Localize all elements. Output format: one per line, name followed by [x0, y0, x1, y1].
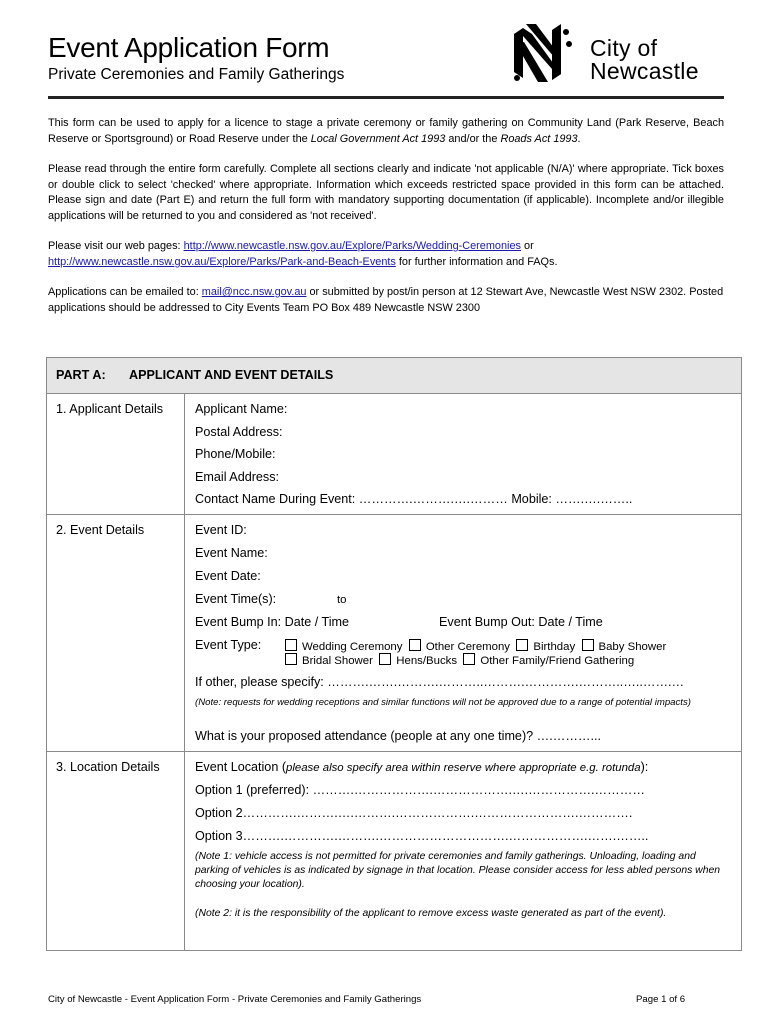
column-divider — [184, 394, 185, 950]
section-event-details: 2. Event Details — [56, 523, 145, 537]
intro-p3-mid: or — [520, 240, 534, 253]
intro-act-1: Local Government Act 1993 — [310, 132, 446, 145]
section-location-details: 3. Location Details — [56, 760, 160, 774]
page-title: Event Application Form — [48, 32, 330, 63]
part-a-form-table — [46, 357, 742, 951]
wedding-ceremony-label: Wedding Ceremony — [302, 641, 403, 653]
intro-paragraph-4 — [48, 285, 724, 316]
intro-p4-end: or submitted by post/in person at 12 Stewart Ave, Newcastle West NSW 2302. Posted applications should be addressed to City Events Team PO Box 489 Newcastle NSW 2300 — [48, 286, 724, 314]
baby-shower-label: Baby Shower — [598, 641, 667, 653]
birthday-label: Birthday — [533, 641, 576, 653]
intro-p1-end: . — [577, 132, 581, 145]
proposed-attendance-field[interactable]: What is your proposed attendance (people at any one time)? ….………... — [195, 729, 602, 743]
event-bump-out-field[interactable]: Event Bump Out: Date / Time — [439, 615, 603, 629]
intro-p1-mid: and/or the — [445, 132, 501, 145]
intro-p1-text: This form can be used to apply for a licence to stage a private ceremony or family gathering on Community Land (Park Reserve, Beach Reserve or Sportsground) or Road Reserve under the — [48, 117, 724, 145]
baby-shower-checkbox[interactable] — [582, 639, 594, 651]
other-family-gathering-checkbox[interactable] — [463, 653, 475, 665]
footer-page-number: Page 1 of 6 — [636, 994, 686, 1005]
other-specify-field[interactable]: If other, please specify: ……….…….……….………..……….………….………..…..…….… — [195, 675, 685, 689]
intro-paragraph-2: Please read through the entire form carefully. Complete all sections clearly and indicate 'not applicable (N/A)' where appropriate. Tick boxes or double click to select 'checked' where appropriate. Information which exceeds restricted space provided in this form can be attached. Please sign and date (Part E) and return the full form with mandatory supporting documentation (if applicable). Incomplete and/or illegible applications will be returned to you and considered as 'not received'. — [48, 162, 724, 222]
email-link[interactable]: mail@ncc.nsw.gov.au — [201, 286, 307, 299]
other-family-gathering-label: Other Family/Friend Gathering — [480, 655, 635, 667]
intro-p4-text: Applications can be emailed to: — [48, 286, 202, 299]
logo-text-line2: Newcastle — [590, 58, 699, 84]
event-times-to-label: to — [337, 594, 347, 606]
intro-paragraph-3 — [48, 239, 724, 270]
contact-name-mobile-field[interactable]: Contact Name During Event: ………….……….….……… Mobile: …….….…….. — [195, 492, 633, 506]
city-logo — [512, 24, 724, 84]
phone-mobile-field[interactable]: Phone/Mobile: — [195, 447, 276, 461]
vehicle-access-note: (Note 1: vehicle access is not permitted for private ceremonies and family gatherings. Unloading, loading and parking of vehicles is as indicated by signage in that location. Please consider access for less abled persons when choosing your location). — [195, 851, 721, 891]
header-divider — [48, 96, 724, 99]
event-type-row-1 — [285, 639, 666, 653]
event-name-field[interactable]: Event Name: — [195, 546, 268, 560]
event-id-field[interactable]: Event ID: — [195, 523, 247, 537]
page-subtitle: Private Ceremonies and Family Gatherings — [48, 66, 345, 83]
event-location-hint: please also specify area within reserve where appropriate e.g. rotunda — [286, 762, 641, 774]
intro-act-2: Roads Act 1993 — [500, 132, 578, 145]
city-of-newcastle-logo-icon — [512, 24, 574, 84]
intro-text — [48, 116, 724, 331]
logo-text-line1: City of — [590, 35, 658, 61]
event-date-field[interactable]: Event Date: — [195, 569, 261, 583]
event-location-label-end: ): — [640, 760, 649, 774]
row-divider — [47, 751, 741, 752]
section-applicant-details: 1. Applicant Details — [56, 402, 164, 416]
part-a-title: APPLICANT AND EVENT DETAILS — [129, 368, 334, 382]
applicant-name-field[interactable]: Applicant Name: — [195, 402, 288, 416]
email-address-field[interactable]: Email Address: — [195, 470, 279, 484]
birthday-checkbox[interactable] — [516, 639, 528, 651]
hens-bucks-checkbox[interactable] — [379, 653, 391, 665]
other-ceremony-checkbox[interactable] — [409, 639, 421, 651]
intro-paragraph-1 — [48, 116, 724, 147]
bridal-shower-label: Bridal Shower — [302, 655, 373, 667]
part-a-label: PART A: — [56, 368, 106, 382]
event-location-label — [195, 760, 648, 774]
wedding-reception-note: (Note: requests for wedding receptions and similar functions will not be approved due to a range of potential impacts) — [195, 697, 691, 708]
location-option-2-field[interactable]: Option 2………….……….….……….……………….…………………….…………. — [195, 806, 633, 820]
hens-bucks-label: Hens/Bucks — [396, 655, 458, 667]
other-ceremony-label: Other Ceremony — [425, 641, 511, 653]
intro-p3-end: for further information and FAQs. — [395, 255, 558, 268]
event-type-label: Event Type: — [195, 638, 262, 652]
event-bump-in-field[interactable]: Event Bump In: Date / Time — [195, 615, 349, 629]
wedding-ceremony-checkbox[interactable] — [285, 639, 297, 651]
postal-address-field[interactable]: Postal Address: — [195, 425, 283, 439]
event-type-row-2 — [285, 653, 634, 667]
location-option-1-field[interactable]: Option 1 (preferred): ……….……………….……………….….…………….………… — [195, 783, 645, 797]
location-option-3-field[interactable]: Option 3……….………….……….………………………….……………….…….…….. — [195, 829, 649, 843]
wedding-ceremonies-link[interactable]: http://www.newcastle.nsw.gov.au/Explore/Parks/Wedding-Ceremonies — [183, 240, 521, 253]
footer-document-title: City of Newcastle - Event Application Form - Private Ceremonies and Family Gatherings — [48, 994, 422, 1005]
event-times-field[interactable]: Event Time(s): — [195, 592, 277, 606]
part-a-header — [47, 358, 741, 394]
row-divider — [47, 514, 741, 515]
bridal-shower-checkbox[interactable] — [285, 653, 297, 665]
event-location-label-text: Event Location ( — [195, 760, 287, 774]
waste-removal-note: (Note 2: it is the responsibility of the applicant to remove excess waste generated as part of the event). — [195, 908, 667, 919]
park-and-beach-events-link[interactable]: http://www.newcastle.nsw.gov.au/Explore/Parks/Park-and-Beach-Events — [48, 255, 396, 268]
intro-p3-text: Please visit our web pages: — [48, 240, 184, 253]
